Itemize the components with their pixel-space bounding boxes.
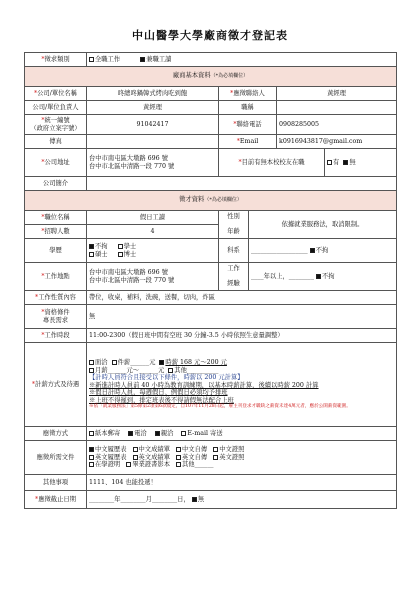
experience-value: ____年以上，________ 不拘 (249, 263, 397, 291)
docs-label: 應徵所需文件 (25, 441, 87, 475)
checkbox-deadline-none[interactable] (192, 497, 197, 502)
company-name-label: *公司/單位名稱 (25, 87, 87, 101)
docs-options: 中文履歷表 中文成績單 中文自傳 中文證照 英文履歷表 英文成績單 英文自傳 英文證照 在學證明 畢業證書影本 其他______ (87, 441, 397, 475)
checkbox-doc-en-license[interactable] (213, 455, 218, 460)
location-label: *工作地點 (25, 263, 87, 291)
deadline-label: *應徵截止日期 (25, 491, 87, 509)
checkbox-edu-phd[interactable] (118, 252, 123, 257)
job-title-label: 職稱 (219, 101, 277, 115)
contact-label: *應徵聯絡人 (219, 87, 277, 101)
form-table (24, 52, 397, 509)
checkbox-alumni-no[interactable] (343, 160, 348, 165)
checkbox-pay-piece[interactable] (112, 360, 117, 365)
checkbox-apply-visit[interactable] (155, 431, 160, 436)
fax-label: 傳真 (25, 135, 87, 149)
taxid-value: 91042417 (87, 115, 219, 135)
section-company-header: 廠商基本資料（*為必填欄位） (25, 67, 397, 87)
experience-label: 工作 經驗 (219, 263, 249, 291)
intro-label: 公司簡介 (25, 177, 87, 191)
apply-label: 應徵方式 (25, 427, 87, 441)
address-label: *公司地址 (25, 149, 87, 177)
fax-value (87, 135, 219, 149)
pay-value: 面洽 件薪______元 時薪 168 元～200 元 月薪______元～______元 其他__________ 【計時人員符合且接受以下條件，時薪以 200 元計算】 ※新進計時人員前 40 小時為教育訓練期，以基本時薪計算，後續以時薪 200 計算 ※假日計時人員，每週假日、例假日必須均予排班 ※上班不得遲到，排定班表後不得請假無法配合上班 ※依「就業服務法」第5條第2項第6款規定，自107年11月28日起，雇主刊登求才職缺之薪資未達4萬元者，應於公開薪資範圍。 (87, 343, 397, 427)
checkbox-fulltime[interactable] (89, 57, 94, 62)
checkbox-edu-master[interactable] (89, 252, 94, 257)
hours-value: 11:00-2300（假日班中間有空班 30 分鐘-3.5 小時依照生意量調整） (87, 329, 397, 343)
content-label: *工作性質內容 (25, 291, 87, 305)
location-value: 台中市南屯區大墩路 696 號 台中市北區中清路一段 770 號 (87, 263, 219, 291)
deadline-value: ________年________月________日， 無 (87, 491, 397, 509)
owner-value: 黃經理 (87, 101, 219, 115)
requirement-value: 無 (87, 305, 397, 329)
gender-age-value: 依據就業服務法，取消限制。 (249, 211, 397, 239)
dept-label: 科系 (219, 239, 249, 263)
checkbox-exp-any[interactable] (316, 274, 321, 279)
checkbox-doc-enrollment[interactable] (89, 462, 94, 467)
pay-legal-note: ※依「就業服務法」第5條第2項第6款規定，自107年11月28日起，雇主刊登求才職缺之薪資未達4萬元者，應於公開薪資範圍。 (89, 404, 351, 410)
intro-value (87, 177, 397, 191)
phone-label: *聯絡電話 (219, 115, 277, 135)
dept-value: __________________ 不拘 (249, 239, 397, 263)
position-label: *職位名稱 (25, 211, 87, 225)
checkbox-doc-cn-autobio[interactable] (176, 447, 181, 452)
req-type-label: *徵求類別 (25, 53, 87, 67)
checkbox-apply-mail[interactable] (89, 431, 94, 436)
checkbox-doc-en-autobio[interactable] (176, 455, 181, 460)
checkbox-doc-cn-resume[interactable] (89, 447, 94, 452)
checkbox-pay-negotiate[interactable] (89, 360, 94, 365)
checkbox-edu-bachelor[interactable] (118, 244, 123, 249)
content-value: 帶位，收桌，補料，洗碗，送餐，切肉，炸區 (87, 291, 397, 305)
checkbox-doc-other[interactable] (176, 462, 181, 467)
taxid-label: *統一編號 （政府立案字號） (25, 115, 87, 135)
checkbox-alumni-yes[interactable] (327, 160, 332, 165)
company-name-value: 咚總咚鍋韓式烤肉吃到飽 (87, 87, 219, 101)
pay-note-4: ※上班不得遲到，排定班表後不得請假無法配合上班 (89, 396, 234, 404)
checkbox-pay-hourly[interactable] (159, 360, 164, 365)
checkbox-dept-any[interactable] (310, 248, 315, 253)
requirement-label: *資格條件 專長需求 (25, 305, 87, 329)
job-title-value (277, 101, 397, 115)
email-label: *Email (219, 135, 277, 149)
alumni-label: *目前有無本校校友在職 (219, 149, 325, 177)
form-title: 中山醫學大學廠商徵才登記表 (132, 29, 288, 42)
headcount-label: *招聘人數 (25, 225, 87, 239)
email-value: k0916943817@gmail.com (277, 135, 397, 149)
checkbox-doc-cn-transcript[interactable] (133, 447, 138, 452)
checkbox-doc-diploma[interactable] (126, 462, 131, 467)
pay-note-1: 【計時人員符合且接受以下條件，時薪以 200 元計算】 (89, 374, 244, 382)
checkbox-pay-monthly[interactable] (89, 368, 94, 373)
apply-options: 紙本郵寄 電洽 親洽 E-mail 寄送 (87, 427, 397, 441)
hours-label: *工作時段 (25, 329, 87, 343)
pay-label: *計薪方式及待遇 (25, 343, 87, 427)
req-type-options: 全職工作 兼職工讀 (87, 53, 397, 67)
gender-age-label: 性別 年齡 (219, 211, 249, 239)
headcount-value: 4 (87, 225, 219, 239)
section-job-header: 徵才資料（*為必填欄位） (25, 191, 397, 211)
contact-value: 黃經理 (277, 87, 397, 101)
other-value: 1111、104 也能投遞！ (87, 475, 397, 491)
checkbox-pay-other[interactable] (168, 368, 173, 373)
address-value: 台中市南屯區大墩路 696 號 台中市北區中清路一段 770 號 (87, 149, 219, 177)
other-label: 其他事項 (25, 475, 87, 491)
owner-label: 公司/單位負責人 (25, 101, 87, 115)
pay-note-3: ※假日計時人員，每週假日、例假日必須均予排班 (89, 389, 228, 397)
checkbox-edu-any[interactable] (89, 244, 94, 249)
checkbox-doc-cn-license[interactable] (213, 447, 218, 452)
checkbox-parttime[interactable] (140, 57, 145, 62)
alumni-options: 有 無 (325, 149, 397, 177)
position-value: 假日工讀 (87, 211, 219, 225)
checkbox-apply-phone[interactable] (128, 431, 133, 436)
edu-options: 不拘 學士 碩士 博士 (87, 239, 219, 263)
checkbox-apply-email[interactable] (181, 431, 186, 436)
checkbox-doc-en-resume[interactable] (89, 455, 94, 460)
edu-label: 學歷 (25, 239, 87, 263)
phone-value: 0908285005 (277, 115, 397, 135)
pay-note-2: ※新進計時人員前 40 小時為教育訓練期，以基本時薪計算，後續以時薪 200 計算 (89, 381, 319, 389)
checkbox-doc-en-transcript[interactable] (133, 455, 138, 460)
